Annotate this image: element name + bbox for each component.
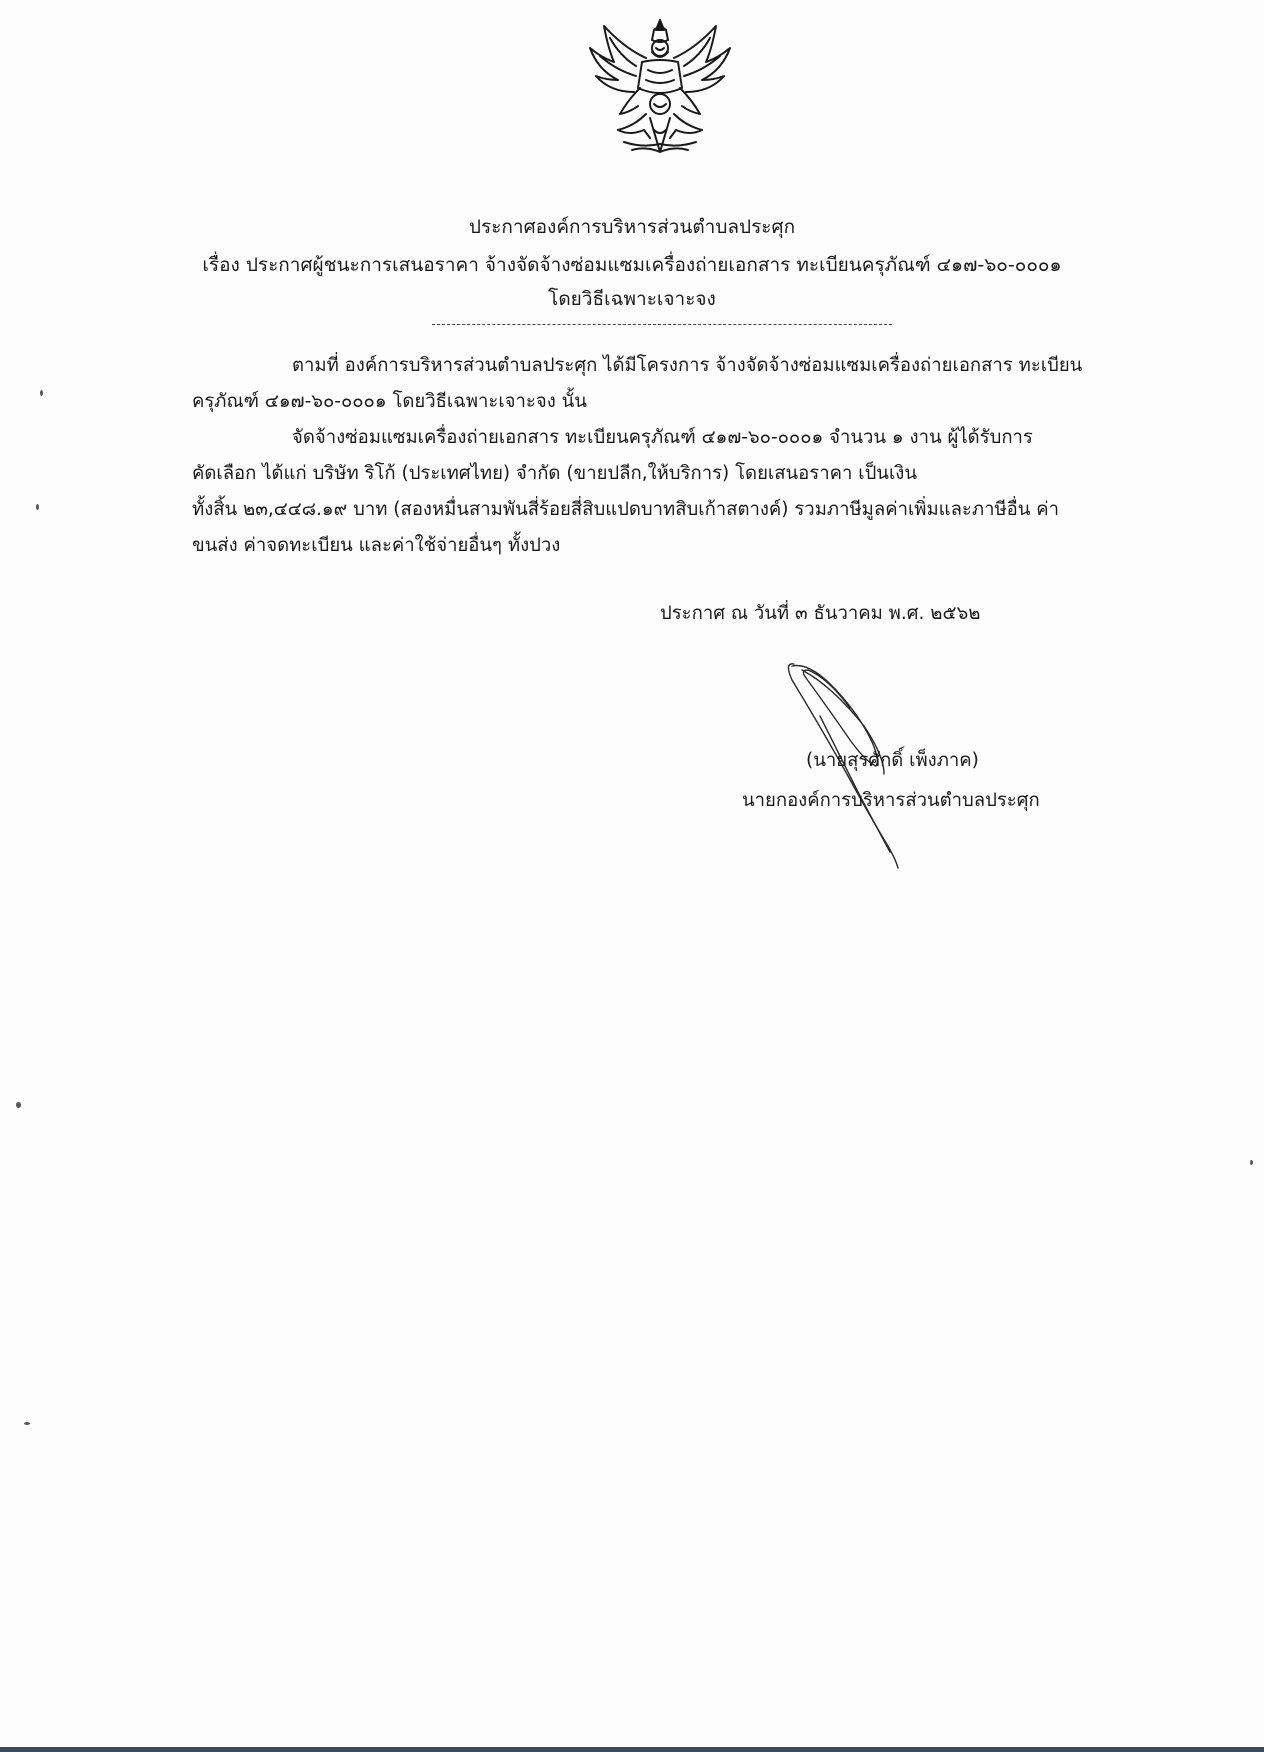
paragraph-2-line-4: ขนส่ง ค่าจดทะเบียน และค่าใช้จ่ายอื่นๆ ทั้งปวง [192,535,561,556]
paragraph-1-line-1: ตามที่ องค์การบริหารส่วนตำบลประศุก ได้มีโครงการ จ้างจัดจ้างซ่อมแซมเครื่องถ่ายเอกสาร ทะเบียน [292,355,1083,376]
agency-title: ประกาศองค์การบริหารส่วนตำบลประศุก [468,216,796,238]
scan-speck [1250,1160,1253,1165]
scan-speck [24,1422,30,1425]
subject-title: เรื่อง ประกาศผู้ชนะการเสนอราคา จ้างจัดจ้างซ่อมแซมเครื่องถ่ายเอกสาร ทะเบียนครุภัณฑ์ ๔๑๗-๖๐-๐๐๐๑ [202,254,1062,276]
title-divider [432,324,892,325]
scan-speck [40,390,43,396]
signatory-name: (นายสุรศักดิ์ เพ็งภาค) [806,750,979,771]
garuda-emblem-icon [584,18,736,158]
paragraph-2-line-2: คัดเลือก ได้แก่ บริษัท ริโก้ (ประเทศไทย) จำกัด (ขายปลีก,ให้บริการ) โดยเสนอราคา เป็นเงิน [192,463,917,484]
scan-speck [16,1102,21,1108]
paragraph-2-line-1: จัดจ้างซ่อมแซมเครื่องถ่ายเอกสาร ทะเบียนครุภัณฑ์ ๔๑๗-๖๐-๐๐๐๑ จำนวน ๑ งาน ผู้ได้รับการ [292,427,1033,448]
procurement-method: โดยวิธีเฉพาะเจาะจง [548,288,716,310]
paragraph-1-line-2: ครุภัณฑ์ ๔๑๗-๖๐-๐๐๐๑ โดยวิธีเฉพาะเจาะจง นั้น [192,391,587,412]
paragraph-2-line-3: ทั้งสิ้น ๒๓,๔๔๘.๑๙ บาท (สองหมื่นสามพันสี่ร้อยสี่สิบแปดบาทสิบเก้าสตางค์) รวมภาษีมูลค่าเพิ่มและภาษีอื่น ค่า [192,499,1060,520]
signatory-position: นายกองค์การบริหารส่วนตำบลประศุก [742,790,1040,811]
scan-bottom-edge [0,1747,1264,1752]
announcement-date: ประกาศ ณ วันที่ ๓ ธันวาคม พ.ศ. ๒๕๖๒ [660,603,981,624]
announcement-body [192,348,1104,564]
scan-speck [36,504,39,510]
